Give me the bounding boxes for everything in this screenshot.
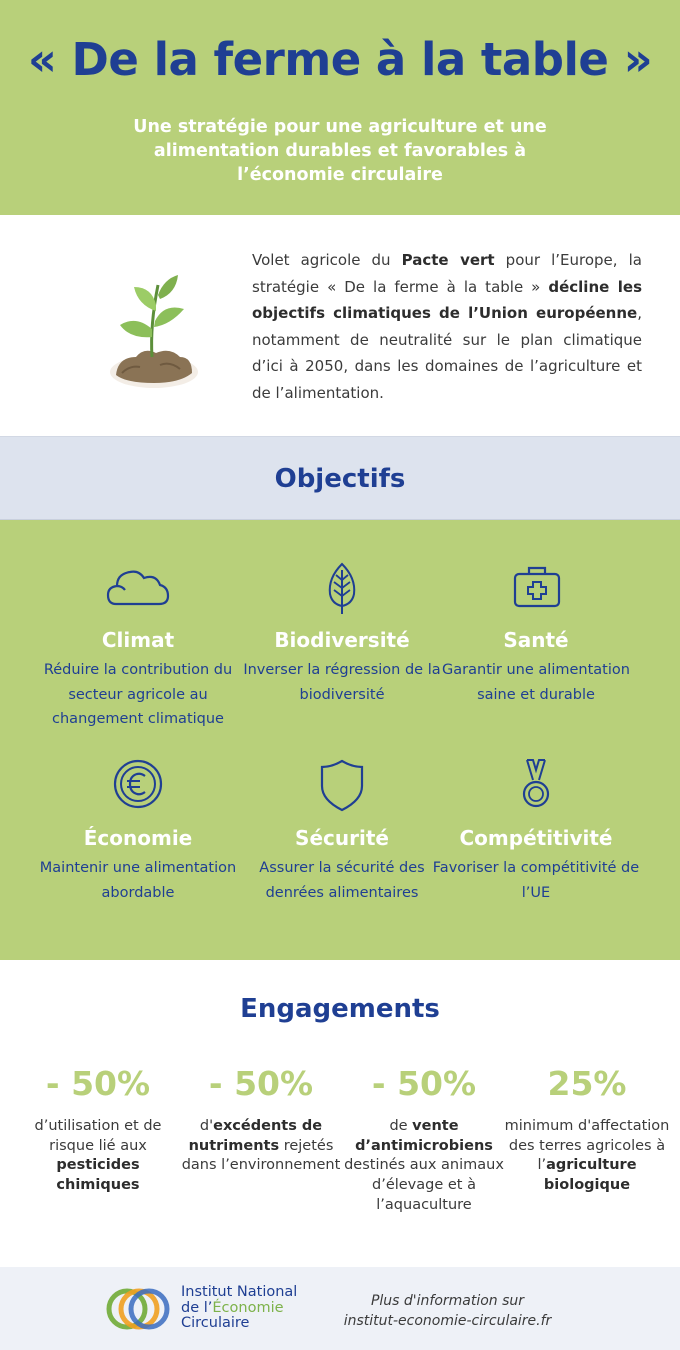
inec-logo-text: Institut National de l’Économie Circulaire: [181, 1284, 298, 1331]
footer: [0, 1267, 680, 1350]
euro-icon: [106, 758, 170, 814]
engagements-title: Engagements: [240, 994, 440, 1024]
engagement-value: - 50%: [45, 1064, 151, 1103]
objective-sante: [431, 560, 641, 707]
objective-name: Santé: [503, 628, 569, 652]
page-subtitle: Une stratégie pour une agriculture et une alimentation durables et favorables à l’économie circulaire: [133, 117, 547, 185]
objective-desc: Réduire la contribution du secteur agricole au changement climatique: [43, 662, 233, 727]
first-aid-kit-icon: [504, 560, 568, 616]
pacte-vert-highlight: Pacte vert: [401, 251, 495, 269]
medal-icon: [504, 758, 568, 814]
objective-name: Climat: [101, 628, 175, 652]
objective-desc: Garantir une alimentation saine et durable: [442, 662, 630, 703]
objective-name: Sécurité: [295, 826, 389, 850]
objective-biodiversite: [237, 560, 447, 707]
intro-section: [0, 215, 680, 436]
engagement-text: d'excédents de nutriments rejetés dans l’environnement: [181, 1118, 341, 1174]
engagement-pesticides: [13, 1064, 183, 1196]
objective-competitivite: [431, 758, 641, 905]
objective-name: Économie: [83, 826, 193, 850]
engagements-section: [0, 960, 680, 1267]
plant-illustration: [100, 265, 205, 390]
objective-desc: Inverser la régression de la biodiversité: [243, 662, 441, 703]
objective-desc: Assurer la sécurité des denrées alimentaires: [259, 860, 425, 901]
engagement-value: - 50%: [371, 1064, 477, 1103]
engagement-value: 25%: [547, 1064, 627, 1103]
leaf-icon: [310, 560, 374, 616]
objective-name: Biodiversité: [274, 628, 410, 652]
cloud-icon: [106, 560, 170, 616]
website-link[interactable]: institut-economie-circulaire.fr: [343, 1313, 552, 1329]
objective-securite: [237, 758, 447, 905]
page-title: « De la ferme à la table »: [27, 33, 653, 86]
engagement-text: d’utilisation et de risque lié aux pesticides chimiques: [34, 1118, 162, 1194]
more-info: [330, 1291, 565, 1331]
objective-climat: [33, 560, 243, 732]
engagement-value: - 50%: [208, 1064, 314, 1103]
objective-desc: Favoriser la compétitivité de l’UE: [432, 860, 640, 901]
objectives-grid: [0, 520, 680, 960]
engagement-nutriments: [176, 1064, 346, 1176]
objective-economie: [33, 758, 243, 905]
engagement-text: de vente d’antimicrobiens destinés aux animaux d’élevage et à l’aquaculture: [344, 1118, 504, 1213]
intro-text: Volet agricole du Pacte vert pour l’Europe, la stratégie « De la ferme à la table » décline les objectifs climatiques de l’Union européenne, notamment de neutralité sur le plan climatique d’ici à 2050, dans les domaines de l’agriculture et de l’alimentation.: [252, 251, 642, 402]
inec-logo-icon: [103, 1283, 175, 1335]
engagement-antimicrobiens: [339, 1064, 509, 1216]
objectives-highlight: décline les objectifs climatiques de l’Union européenne: [252, 277, 642, 322]
objectives-heading-band: [0, 436, 680, 520]
objective-desc: Maintenir une alimentation abordable: [39, 860, 237, 901]
objectives-title: Objectifs: [274, 464, 406, 494]
engagement-text: minimum d'affectation des terres agricoles à l’agriculture biologique: [504, 1118, 670, 1194]
more-info-label: Plus d'information sur: [370, 1293, 525, 1309]
header: [0, 0, 680, 215]
shield-icon: [310, 758, 374, 814]
engagement-bio: [502, 1064, 672, 1196]
objective-name: Compétitivité: [459, 826, 613, 850]
